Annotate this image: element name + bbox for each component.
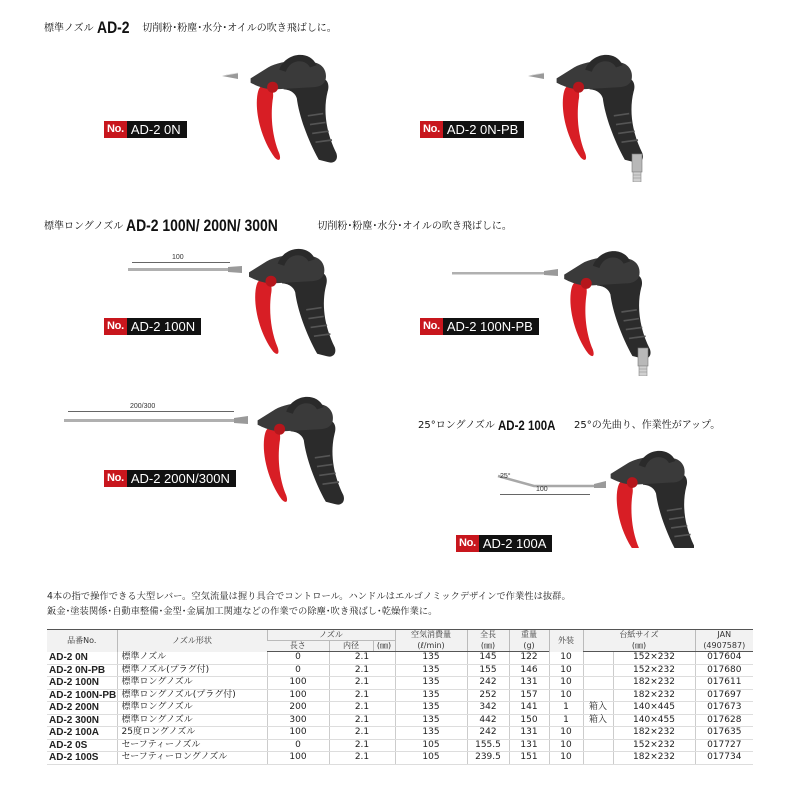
cell-inner-dia: 2.1: [329, 689, 395, 702]
cell-nozzle-shape: セーフティーノズル: [117, 739, 267, 752]
cell-total-length: 242: [467, 677, 509, 690]
model-badge-100n-pb: No. AD-2 100N-PB: [420, 318, 539, 335]
cell-box: 箱入: [583, 702, 613, 715]
cell-inner-dia: 2.1: [329, 652, 395, 665]
header-weight-unit: (g): [509, 641, 549, 652]
table-row: [47, 689, 753, 702]
cell-outer: 10: [549, 752, 583, 765]
cell-outer: 10: [549, 652, 583, 665]
cell-inner-dia: 2.1: [329, 739, 395, 752]
cell-weight: 151: [509, 752, 549, 765]
cell-length: 100: [267, 677, 329, 690]
cell-board: 182×232: [613, 727, 695, 740]
cell-air: 135: [395, 652, 467, 665]
air-gun-100n-pb-image: [452, 246, 682, 376]
cell-nozzle-shape: 標準ロングノズル(プラグ付): [117, 689, 267, 702]
cell-total-length: 155: [467, 664, 509, 677]
cell-inner-dia: 2.1: [329, 664, 395, 677]
cell-air: 135: [395, 664, 467, 677]
cell-part-no: AD-2 0N-PB: [47, 664, 117, 677]
air-gun-0n-pb-image: [528, 52, 658, 182]
cell-nozzle-shape: 標準ロングノズル: [117, 677, 267, 690]
header-jan: JAN: [695, 630, 753, 641]
cell-outer: 10: [549, 677, 583, 690]
cell-weight: 150: [509, 714, 549, 727]
header-air: 空気消費量: [395, 630, 467, 641]
cell-jan: 017673: [695, 702, 753, 715]
header-air-unit: (ℓ/min): [395, 641, 467, 652]
header-part-no: 品番No.: [47, 630, 117, 652]
cell-total-length: 252: [467, 689, 509, 702]
cell-box: [583, 664, 613, 677]
cell-length: 0: [267, 739, 329, 752]
dimension-label-100: 100: [172, 254, 184, 261]
cell-box: [583, 739, 613, 752]
table-row: [47, 752, 753, 765]
cell-part-no: AD-2 100A: [47, 727, 117, 740]
model-badge-200n-300n: No. AD-2 200N/300N: [104, 470, 236, 487]
header-nozzle: ノズル: [267, 630, 395, 641]
air-gun-0n-image: [222, 52, 342, 177]
cell-outer: 10: [549, 739, 583, 752]
cell-air: 105: [395, 739, 467, 752]
cell-length: 200: [267, 702, 329, 715]
cell-nozzle-shape: 25度ロングノズル: [117, 727, 267, 740]
cell-air: 105: [395, 752, 467, 765]
cell-box: [583, 752, 613, 765]
cell-weight: 157: [509, 689, 549, 702]
cell-jan: 017604: [695, 652, 753, 665]
cell-jan: 017727: [695, 739, 753, 752]
cell-part-no: AD-2 0S: [47, 739, 117, 752]
cell-part-no: AD-2 0N: [47, 652, 117, 665]
cell-air: 135: [395, 727, 467, 740]
cell-length: 100: [267, 727, 329, 740]
header-weight: 重量: [509, 630, 549, 641]
cell-outer: 1: [549, 714, 583, 727]
cell-air: 135: [395, 689, 467, 702]
header-total-length: 全長: [467, 630, 509, 641]
cell-air: 135: [395, 714, 467, 727]
dimension-line-100a: [500, 494, 590, 495]
cell-total-length: 242: [467, 727, 509, 740]
header-jan-code: (4907587): [695, 641, 753, 652]
table-row: [47, 702, 753, 715]
cell-jan: 017611: [695, 677, 753, 690]
cell-length: 300: [267, 714, 329, 727]
model-badge-100n: No. AD-2 100N: [104, 318, 201, 335]
cell-inner-dia: 2.1: [329, 702, 395, 715]
spec-table: [47, 629, 753, 765]
dimension-label-100a: 100: [536, 486, 548, 493]
cell-nozzle-shape: 標準ノズル(プラグ付): [117, 664, 267, 677]
cell-nozzle-shape: 標準ロングノズル: [117, 702, 267, 715]
cell-box: 箱入: [583, 714, 613, 727]
cell-outer: 10: [549, 689, 583, 702]
air-gun-100a-image: [494, 448, 694, 548]
cell-total-length: 442: [467, 714, 509, 727]
cell-outer: 10: [549, 664, 583, 677]
cell-jan: 017697: [695, 689, 753, 702]
model-badge-100a: No. AD-2 100A: [456, 535, 552, 552]
intro-line-1: 4本の指で操作できる大型レバー。空気流量は握り具合でコントロール。ハンドルはエルゴノミックデザインで作業性は抜群。: [47, 591, 571, 602]
cell-nozzle-shape: 標準ノズル: [117, 652, 267, 665]
table-row: [47, 664, 753, 677]
cell-jan: 017680: [695, 664, 753, 677]
cell-part-no: AD-2 100N-PB: [49, 689, 117, 701]
cell-part-no: AD-2 300N: [47, 714, 117, 727]
cell-weight: 122: [509, 652, 549, 665]
table-row: [47, 739, 753, 752]
table-row: [47, 714, 753, 727]
cell-board: 152×232: [613, 739, 695, 752]
air-gun-100n-image: [128, 246, 358, 371]
cell-air: 135: [395, 677, 467, 690]
header-length: 長さ: [267, 641, 329, 652]
angle-label-25: 25°: [500, 473, 511, 480]
cell-total-length: 342: [467, 702, 509, 715]
cell-jan: 017628: [695, 714, 753, 727]
header-nozzle-shape: ノズル形状: [117, 630, 267, 652]
cell-weight: 131: [509, 739, 549, 752]
cell-board: 182×232: [613, 677, 695, 690]
cell-total-length: 239.5: [467, 752, 509, 765]
cell-box: [583, 652, 613, 665]
section-title-long: 標準ロングノズル AD-2 100N/ 200N/ 300N 切削粉･粉塵･水分･オイルの吹き飛ばしに。: [44, 216, 512, 235]
cell-jan: 017734: [695, 752, 753, 765]
header-mm: (㎜): [373, 641, 395, 652]
cell-length: 100: [267, 752, 329, 765]
cell-box: [583, 689, 613, 702]
cell-length: 0: [267, 664, 329, 677]
header-outer: 外装: [549, 630, 583, 652]
cell-length: 100: [267, 689, 329, 702]
cell-inner-dia: 2.1: [329, 752, 395, 765]
dimension-label-200-300: 200/300: [130, 403, 156, 410]
cell-part-no: AD-2 100S: [47, 752, 117, 765]
header-inner-dia: 内径: [329, 641, 373, 652]
model-badge-0n-pb: No. AD-2 0N-PB: [420, 121, 524, 138]
cell-weight: 131: [509, 677, 549, 690]
cell-board: 182×232: [613, 689, 695, 702]
table-row: [47, 677, 753, 690]
cell-box: [583, 727, 613, 740]
section-title-standard: 標準ノズル AD-2 切削粉･粉塵･水分･オイルの吹き飛ばしに。: [44, 18, 337, 37]
cell-inner-dia: 2.1: [329, 714, 395, 727]
cell-part-no: AD-2 200N: [47, 702, 117, 715]
intro-line-2: 鈑金･塗装関係･自動車整備･金型･金属加工関連などの作業での除塵･吹き飛ばし･乾燥作業に。: [47, 606, 438, 617]
table-row: [47, 652, 753, 665]
cell-board: 140×455: [613, 714, 695, 727]
header-board-unit: (㎜): [583, 641, 695, 652]
cell-jan: 017635: [695, 727, 753, 740]
cell-nozzle-shape: 標準ロングノズル: [117, 714, 267, 727]
cell-total-length: 145: [467, 652, 509, 665]
cell-length: 0: [267, 652, 329, 665]
model-badge-0n: No. AD-2 0N: [104, 121, 187, 138]
header-total-length-unit: (㎜): [467, 641, 509, 652]
cell-board: 140×445: [613, 702, 695, 715]
cell-board: 152×232: [613, 652, 695, 665]
cell-inner-dia: 2.1: [329, 727, 395, 740]
cell-box: [583, 677, 613, 690]
section-title-25deg: 25°ロングノズル AD-2 100A 25°の先曲り、作業性がアップ。: [418, 417, 721, 433]
cell-total-length: 155.5: [467, 739, 509, 752]
cell-air: 135: [395, 702, 467, 715]
cell-weight: 146: [509, 664, 549, 677]
cell-inner-dia: 2.1: [329, 677, 395, 690]
cell-board: 152×232: [613, 664, 695, 677]
table-row: [47, 727, 753, 740]
cell-part-no: AD-2 100N: [47, 677, 117, 690]
cell-nozzle-shape: セーフティーロングノズル: [117, 752, 267, 765]
cell-board: 182×232: [613, 752, 695, 765]
cell-outer: 1: [549, 702, 583, 715]
air-gun-200n-300n-image: [64, 394, 364, 519]
header-board: 台紙サイズ: [583, 630, 695, 641]
cell-weight: 141: [509, 702, 549, 715]
cell-outer: 10: [549, 727, 583, 740]
cell-weight: 131: [509, 727, 549, 740]
